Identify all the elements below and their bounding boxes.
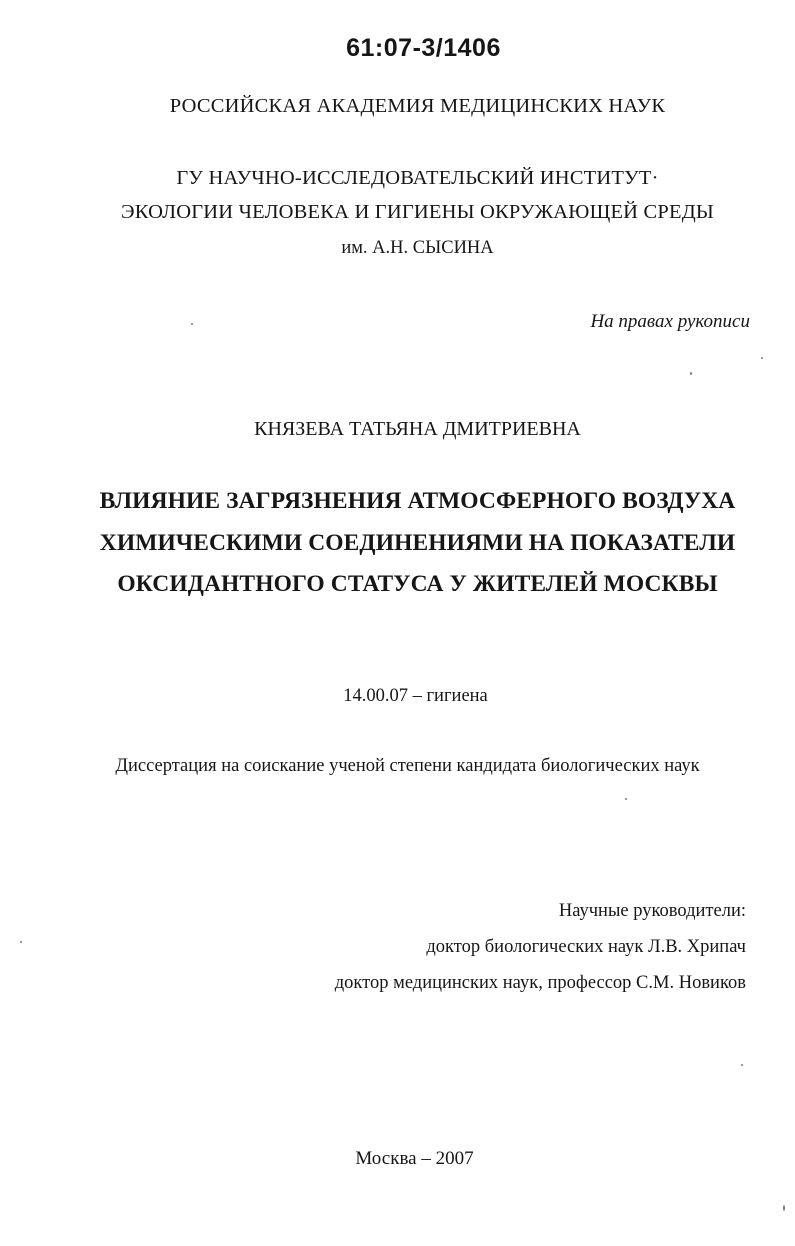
- scan-speck: [783, 1205, 785, 1211]
- scan-speck: [741, 1064, 743, 1066]
- supervisors-heading: Научные руководители:: [558, 901, 746, 921]
- city-year: Москва – 2007: [355, 1148, 474, 1169]
- thesis-title-line-1: ВЛИЯНИЕ ЗАГРЯЗНЕНИЯ АТМОСФЕРНОГО ВОЗДУХА: [99, 488, 736, 514]
- scan-speck: [20, 941, 22, 943]
- catalog-code: 61:07-3/1406: [346, 34, 501, 62]
- thesis-title-line-3: ОКСИДАНТНОГО СТАТУСА У ЖИТЕЛЕЙ МОСКВЫ: [117, 571, 718, 597]
- thesis-title-line-2: ХИМИЧЕСКИМИ СОЕДИНЕНИЯМИ НА ПОКАЗАТЕЛИ: [99, 530, 736, 556]
- supervisor-1: доктор биологических наук Л.В. Хрипач: [426, 937, 746, 957]
- institute-name-line-2: ЭКОЛОГИИ ЧЕЛОВЕКА И ГИГИЕНЫ ОКРУЖАЮЩЕЙ СРЕДЫ: [121, 201, 714, 223]
- degree-statement: Диссертация на соискание ученой степени кандидата биологических наук: [115, 756, 700, 776]
- institute-name-line-1: ГУ НАУЧНО-ИССЛЕДОВАТЕЛЬСКИЙ ИНСТИТУТ·: [176, 167, 659, 189]
- scan-speck: [191, 323, 193, 325]
- institute-name-line-3: им. А.Н. СЫСИНА: [341, 238, 494, 258]
- manuscript-rights-note: На правах рукописи: [590, 311, 750, 332]
- scan-speck: [761, 357, 763, 359]
- scan-speck: [690, 372, 692, 375]
- supervisor-2: доктор медицинских наук, профессор С.М. Новиков: [334, 973, 746, 993]
- academy-name: РОССИЙСКАЯ АКАДЕМИЯ МЕДИЦИНСКИХ НАУК: [169, 95, 666, 117]
- scan-speck: [625, 798, 627, 800]
- author-name: КНЯЗЕВА ТАТЬЯНА ДМИТРИЕВНА: [254, 418, 581, 440]
- specialty-code: 14.00.07 – гигиена: [343, 686, 488, 706]
